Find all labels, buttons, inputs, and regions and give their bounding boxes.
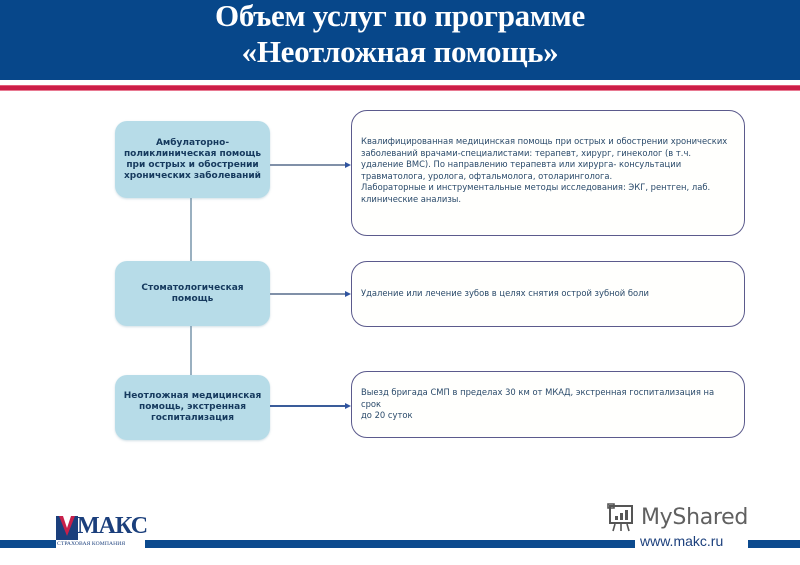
category-label: Неотложная медицинская помощь, экстренная госпитализация <box>123 391 262 423</box>
connector-arrow-1 <box>270 164 349 166</box>
header-band <box>0 0 800 80</box>
category-box-emergency <box>115 375 270 440</box>
website-link[interactable]: www.makc.ru <box>640 533 724 549</box>
page-title <box>0 0 800 70</box>
description-box-emergency <box>351 371 745 438</box>
description-text <box>361 387 736 422</box>
description-text <box>361 288 649 300</box>
description-line: до 20 суток <box>361 410 413 421</box>
category-box-ambulatory <box>115 121 270 198</box>
description-line: Квалифицированная медицинская помощь при острых и обострении хронических <box>361 136 728 146</box>
description-box-ambulatory <box>351 110 745 236</box>
company-logo <box>56 513 148 549</box>
description-line: клинические анализы. <box>361 193 462 204</box>
maks-logo-mark-icon <box>56 514 78 540</box>
description-line: заболеваний врачами-специалистами: терапевт, хирург, гинеколог (в т.ч. <box>361 147 692 158</box>
connector-arrow-2 <box>270 293 349 295</box>
category-box-dental <box>115 261 270 326</box>
description-line: травматолога, уролога, офтальмолога, отоларинголога. <box>361 170 613 181</box>
logo-subtitle: СТРАХОВАЯ КОМПАНИЯ <box>57 541 126 547</box>
description-line: Удаление или лечение зубов в целях снятия острой зубной боли <box>361 288 649 299</box>
category-label: Амбулаторно-поликлиническая помощь при острых и обострении хронических заболеваний <box>123 137 262 181</box>
header-stripe-red <box>0 85 800 91</box>
watermark-text: MyShared <box>641 504 749 530</box>
description-line: Лабораторные и инструментальные методы исследования: ЭКГ, рентген, лаб. <box>361 182 711 192</box>
watermark <box>605 500 748 534</box>
presentation-board-icon <box>605 501 635 533</box>
description-box-dental <box>351 261 745 327</box>
logo-name: МАКС <box>77 513 148 539</box>
title-line-2: «Неотложная помощь» <box>241 34 559 69</box>
footer-bar-middle <box>145 540 635 548</box>
description-line: удаление ВМС). По направлению терапевта или хирурга- консультации <box>361 159 682 169</box>
description-text <box>361 136 727 205</box>
connector-arrow-3 <box>270 405 349 407</box>
footer-bar-right <box>748 540 800 548</box>
description-line: Выезд бригада СМП в пределах 30 км от МКАД, экстренная госпитализация на срок <box>361 387 715 409</box>
title-line-1: Объем услуг по программе <box>215 0 585 33</box>
footer-bar-left <box>0 540 56 548</box>
connector-vertical-2 <box>190 326 192 375</box>
connector-vertical-1 <box>190 198 192 261</box>
category-label: Стоматологическая помощь <box>141 282 244 304</box>
